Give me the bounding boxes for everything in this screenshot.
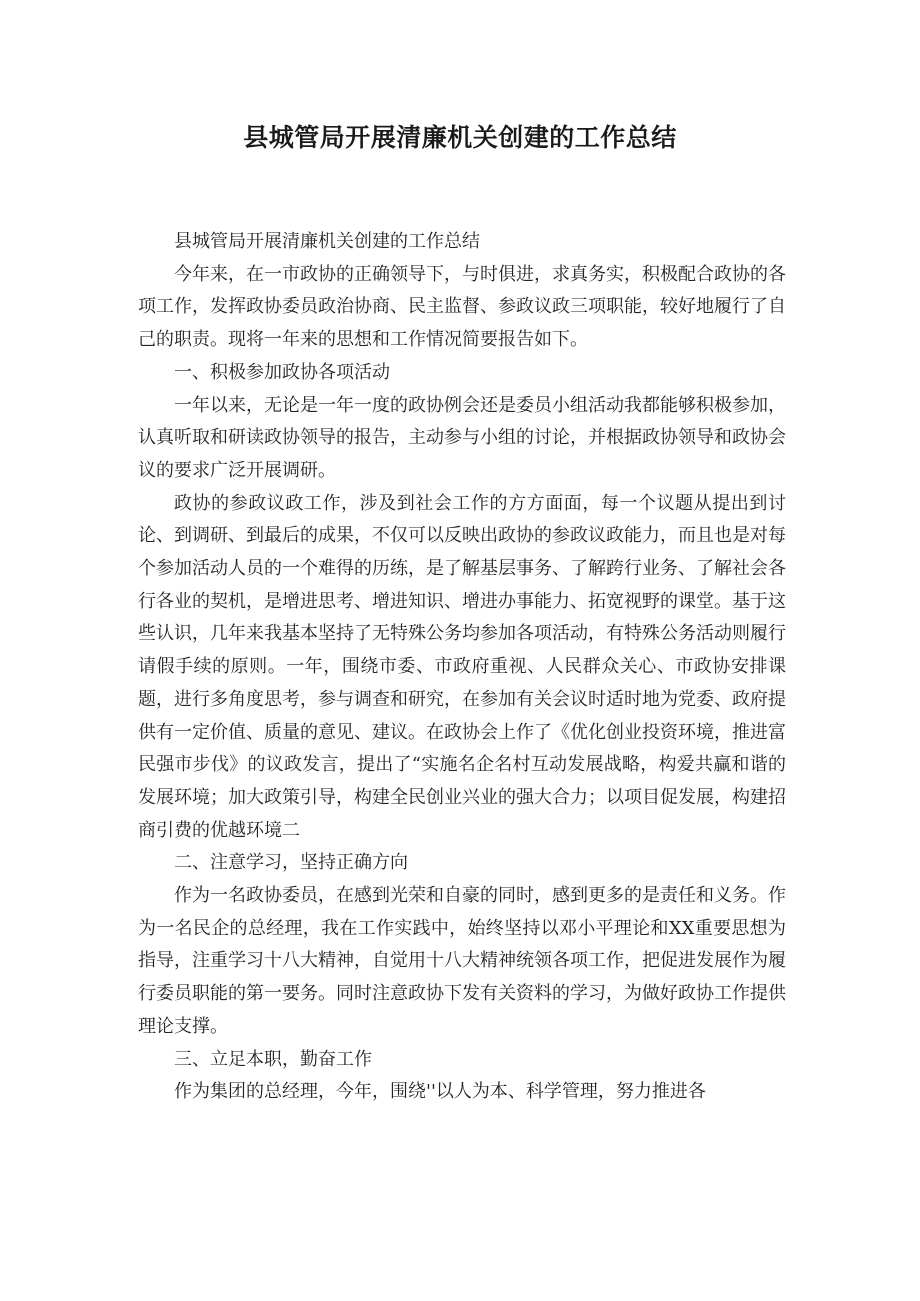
paragraph: 政协的参政议政工作，涉及到社会工作的方方面面，每一个议题从提出到讨论、到调研、到最后的成果，不仅可以反映出政协的参政议政能力，而且也是对每个参加活动人员的一个难得的历练，是了解基层事务、了解跨行业务、了解社会各行各业的契机，是增进思考、增进知识、增进办事能力、拓宽视野的课堂。基于这些认识，几年来我基本坚持了无特殊公务均参加各项活动，有特殊公务活动则履行请假手续的原则。一年，围绕市委、市政府重视、人民群众关心、市政协安排课题，进行多角度思考，参与调查和研究，在参加有关会议时适时地为党委、政府提供有一定价值、质量的意见、建议。在政协会上作了《优化创业投资环境，推进富民强市步伐》的议政发言，提出了“实施名企名村互动发展战略，构爱共赢和谐的发展环境；加大政策引导，构建全民创业兴业的强大合力；以项目促发展，构建招商引费的优越环境二 [138, 492, 786, 841]
section-heading-1: 一、积极参加政协各项活动 [174, 361, 390, 383]
section-heading-3: 三、立足本职，勤奋工作 [174, 1048, 372, 1070]
paragraph: 作为一名政协委员，在感到光荣和自豪的同时，感到更多的是责任和义务。作为一名民企的总经理，我在工作实践中，始终坚持以邓小平理论和XX重要思想为指导，注重学习十八大精神，自觉用十八大精神统领各项工作，把促进发展作为履行委员职能的第一要务。同时注意政协下发有关资料的学习，为做好政协工作提供理论支撑。 [138, 885, 786, 1037]
paragraph-intro: 今年来，在一市政协的正确领导下，与时俱进，求真务实，积极配合政协的各项工作，发挥政协委员政治协商、民主监督、参政议政三项职能，较好地履行了自己的职责。现将一年来的思想和工作情况简要报告如下。 [138, 263, 786, 351]
paragraph: 一年以来，无论是一年一度的政协例会还是委员小组活动我都能够积极参加，认真听取和研读政协领导的报告，主动参与小组的讨论，并根据政协领导和政协会议的要求广泛开展调研。 [138, 394, 786, 481]
section-heading-2: 二、注意学习，坚持正确方向 [174, 852, 408, 874]
paragraph-subtitle: 县城管局开展清廉机关创建的工作总结 [174, 231, 480, 252]
paragraph: 作为集团的总经理，今年，围绕''以人为本、科学管理，努力推进各 [174, 1081, 706, 1103]
document-title: 县城管局开展清廉机关创建的工作总结 [243, 123, 677, 152]
document-body [138, 226, 786, 1109]
